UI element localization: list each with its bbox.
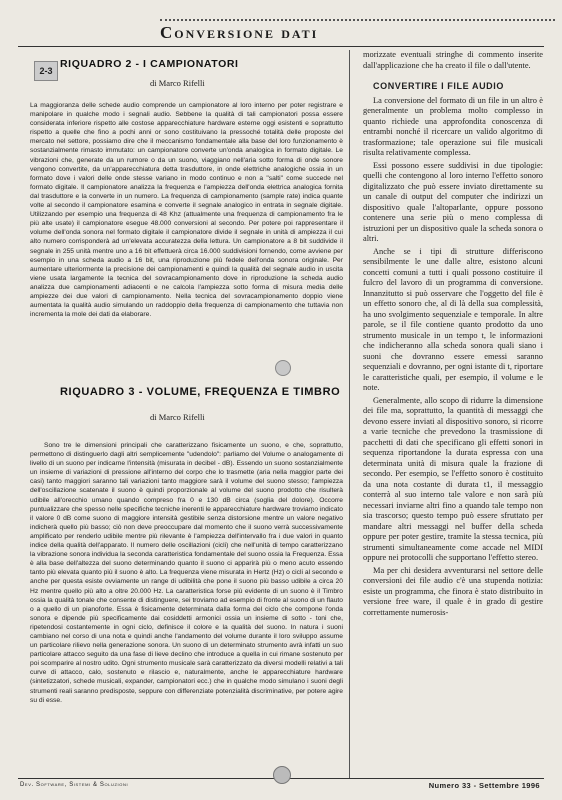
article-body: Sono tre le dimensioni principali che caratterizzano fisicamente un suono, e che, soprattutto, permettono di distinguerlo dagli altri semplicemente "udendolo": parliamo del Volume o analogamente di livello di un suono per indicarne l'intensità (misurata in decibel - dB). Essendo un suono sostanzialmente un insieme di variazioni di pressione all'interno del corpo che lo trasmette (aria nella maggior parte dei casi) tanto maggiori saranno tali variazioni tanto maggiore sarà il volume del suono stesso; l'ampiezza dell'oscillazione scatenate il suono è quindi proporzionale al volume del suono prodotto che risulterà udibile all'orecchio umano quando compreso fra 0 e 130 dB circa (soglia del dolore). Occorre puntualizzare che spesso nelle specifiche tecniche inerenti le apparecchiature hardware troviamo indicato il valore 0 dB come suono di maggiore intensità gestibile senza distorsione mentre un valore negativo indicherà quello più basso; ciò non deve preoccupare dal momento che il suono verrà successivamente amplificato per renderlo udibile mentre più rilevante è l'ampiezza dell'intervallo fra i due valori in quanto indice della qualità dell'apparato. Il numero delle oscillazioni (cicli) che nell'unità di tempo caratterizzano la vibrazione sonora individua la seconda caratteristica fondamentale del suono ossia la Frequenza. Essa è alla base dell'altezza del suono determinando quanto il suono ci apparirà più o meno acuto essendo tanto più elevata quanto più il suono è alto. La frequenza viene misurata in Hertz (Hz) o cicli al secondo e anche per questa esiste ovviamente un range di udibilità che pone il suono più basso udibile a circa 20 Hz mentre quello più alto a oltre 20.000 Hz. La caratteristica forse più evidente di un suono è il Timbro ossia la qualità tonale che consente di distinguere, sei troviamo ad esempio di fronte al suono di un flauto o a quello di un pianoforte. Essa è fisicamente determinata dalla forma del ciclo che compone l'onda sonora e dipende più specificamente dai cosiddetti armonici ossia un insieme di sotto - toni che, ripetendosi costantemente in ogni ciclo, definisce il colore e la qualità del suono. In natura i suoni cambiano nel corso di una nota e quindi anche l'andamento del volume durante il loro sviluppo assume un particolare rilievo nella generazione sonora. Un suono di un determinato strumento avrà infatti un suo particolare attacco seguito da una fase di lieve declino che introduce a quella in cui rimane sostenuto per poi scomparire al nostro udito. Ogni strumento musicale sarà caratterizzato da diversi modelli relativi a tali curve di attacco, calo, sostenuto e rilascio e, naturalmente, anche le apparecchiature hardware (sintetizzatori, schede musicali, expander, campionatori ecc.) che in qualche modo simulano i suoni degli strumenti reali saranno predisposte, seppure con differenziate potenzialità discriminative, per potere agire su di esse. [30, 442, 343, 704]
article-author: di Marco Rifelli [150, 78, 205, 88]
paragraph: Anche se i tipi di strutture differiscono sensibilmente le une dalle altre, esistono alcuni concetti comuni a tutti i quali possono costituire il fulcro del lavoro di un programma di conversione. Innanzitutto si può osservare che l'oggetto del file è un effetto sonoro che, al di là della sua complessità, ha uno svolgimento sequenziale e temporale. In altre parole, se il file contiene quanto prodotto da uno strumento musicale in un tempo t, le informazioni che indicheranno alla scheda sonora quali siano i suoni che dovranno essere emessi saranno sequenziali e dovranno, per ogni istante di t, riportare le caratteristiche quali, per esempio, il volume e le note. [363, 246, 543, 392]
page-header-title: Conversione dati [160, 23, 319, 42]
footer-logo-icon [273, 766, 291, 784]
main-text-column [363, 50, 543, 620]
footer-issue: Numero 33 - Settembre 1996 [428, 781, 540, 790]
paragraph: Essi possono essere suddivisi in due tipologie: quelli che contengono al loro interno l'effetto sonoro digitalizzato che può essere inviato direttamente su un canale di output del computer che indirizzi un dispositivo quale l'altoparlante, oppure possono contenere una serie più o meno complessa di istruzioni per un dispositivo quale la scheda sonora o altri. [363, 160, 543, 243]
article-volume-frequenza-timbro [30, 386, 343, 705]
paragraph: La conversione del formato di un file in un altro è generalmente un problema molto complesso in quanto richiede una approfondita conoscenza di entrambi nonché il ricercare un valido algoritmo di trasformazione; tale operazione sui file musicali risulta relativamente complessa. [363, 95, 543, 157]
article-title: RIQUADRO 3 - VOLUME, FREQUENZA E TIMBRO [60, 386, 341, 398]
section-badge-icon: 2-3 [34, 61, 58, 81]
paragraph: Generalmente, allo scopo di ridurre la dimensione dei file ma, soprattutto, la quantità di messaggi che devono essere inviati al dispositivo sonoro, si ricorre a varie tecniche che prevedono la trasmissione di pacchetti di dati che specificano gli effetti sonori in sequenza riportandone la durata espressa con una determinata unità di misura quale la frazione di secondo. Per esempio, se l'effetto sonoro è costituito da una nota costante di durata t1, il messaggio conterrà al suo interno tale valore e non sarà più necessari inviarne altri fino a quando tale tempo non sia trascorso; questo tempo può essere sfruttato per mandare altri messaggi nel buffer della scheda oppure per poter gestire, tramite la stessa tecnica, più strumenti simultaneamente come accade nel MIDI oppure nei protocolli che supportano l'effetto stereo. [363, 395, 543, 562]
footer-publication: Dev. Software, Sistemi & Soluzioni [20, 782, 129, 788]
paragraph: morizzate eventuali stringhe di commento inserite dall'applicazione che ha creato il file o dall'utente. [363, 50, 543, 70]
column-divider [349, 50, 350, 778]
header-rule [18, 46, 544, 47]
paragraph: Ma per chi desidera avventurarsi nel settore delle conversioni dei file audio c'è una stupenda notizia: esiste un programma, che finora è stato distribuito in versione free ware, il quale è in grado di gestire correttamente numerosis- [363, 565, 543, 617]
article-title: RIQUADRO 2 - I CAMPIONATORI [60, 58, 239, 70]
magazine-logo-icon [275, 360, 291, 376]
section-heading: CONVERTIRE I FILE AUDIO [373, 81, 504, 91]
article-campionatori [30, 58, 343, 319]
article-body: La maggioranza delle schede audio comprende un campionatore al loro interno per poter registrare e manipolare in qualche modo i segnali audio. Sebbene la qualità di tali campionatori possa essere considerata inferiore rispetto alle costose apparecchiature hardware esterne oggi esistenti e soprattutto rispetto a quelle che fino a pochi anni or sono costituivano la pressoché totalità delle proposte del mercato nel settore, possiamo dire che il meccanismo fondamentale alla base del loro funzionamento è sostanzialmente rimasto immutato: un campionatore converte un'onda analogica in formato digitale. Le vibrazioni che, generate da un rumore o da un suono, viaggiano nell'aria sotto forma di onde sonore vengono convertite, da un'apparecchiatura detta trasduttore, in onde elettriche analogiche ossia in un formato dove i valori delle onde stesse variano in modo continuo e non a "salti" come succede nel formato digitale. Il campionatore analizza la frequenza e l'ampiezza dell'onda elettrica analogica fornita dal trasduttore e la converte in un numero. La frequenza di campionamento (sample rate) indica quante volte al secondo il campionatore esamina e converte il segnale analogico in entrata in segnale digitale. Utilizzando per esempio una frequenza di 48 Khz (attualmente una frequenza di campionamento fra le più alte usate) il campionatore esegue 48.000 conversioni al secondo. Per potere poi rappresentare il volume dell'onda sonora nel formato digitale il campionatore divide il segnale in unità di ampiezza il cui alto numero corrisponderà ad un'elevata accuratezza della lettura. Un campionatore a 8 bit suddivide il segnale in 255 unità mentre uno a 16 bit effettuerà circa 16.000 suddivisioni fornendo, come avviene per esempio in una scheda audio a 16 bit, una riproduzione più fedele dell'onda sonora originale. Per aumentare ulteriormente la precisione dei campionamenti e quindi la qualità del segnale audio in uscita viene usata largamente la tecnica del sovracampionamento dove in riproduzione la scheda audio analizza due campionamenti adiacenti e ne calcola l'ampiezza sotto forma di misura media delle ampiezze dei due valori di campionamento. Nella tecnica del sovracampionamento doppio viene aumentata la qualità audio simulando un raddoppio della frequenza di campionamento che tuttavia non incrementa la mole dei dati da elaborare. [30, 102, 343, 319]
article-author: di Marco Rifelli [150, 412, 205, 422]
